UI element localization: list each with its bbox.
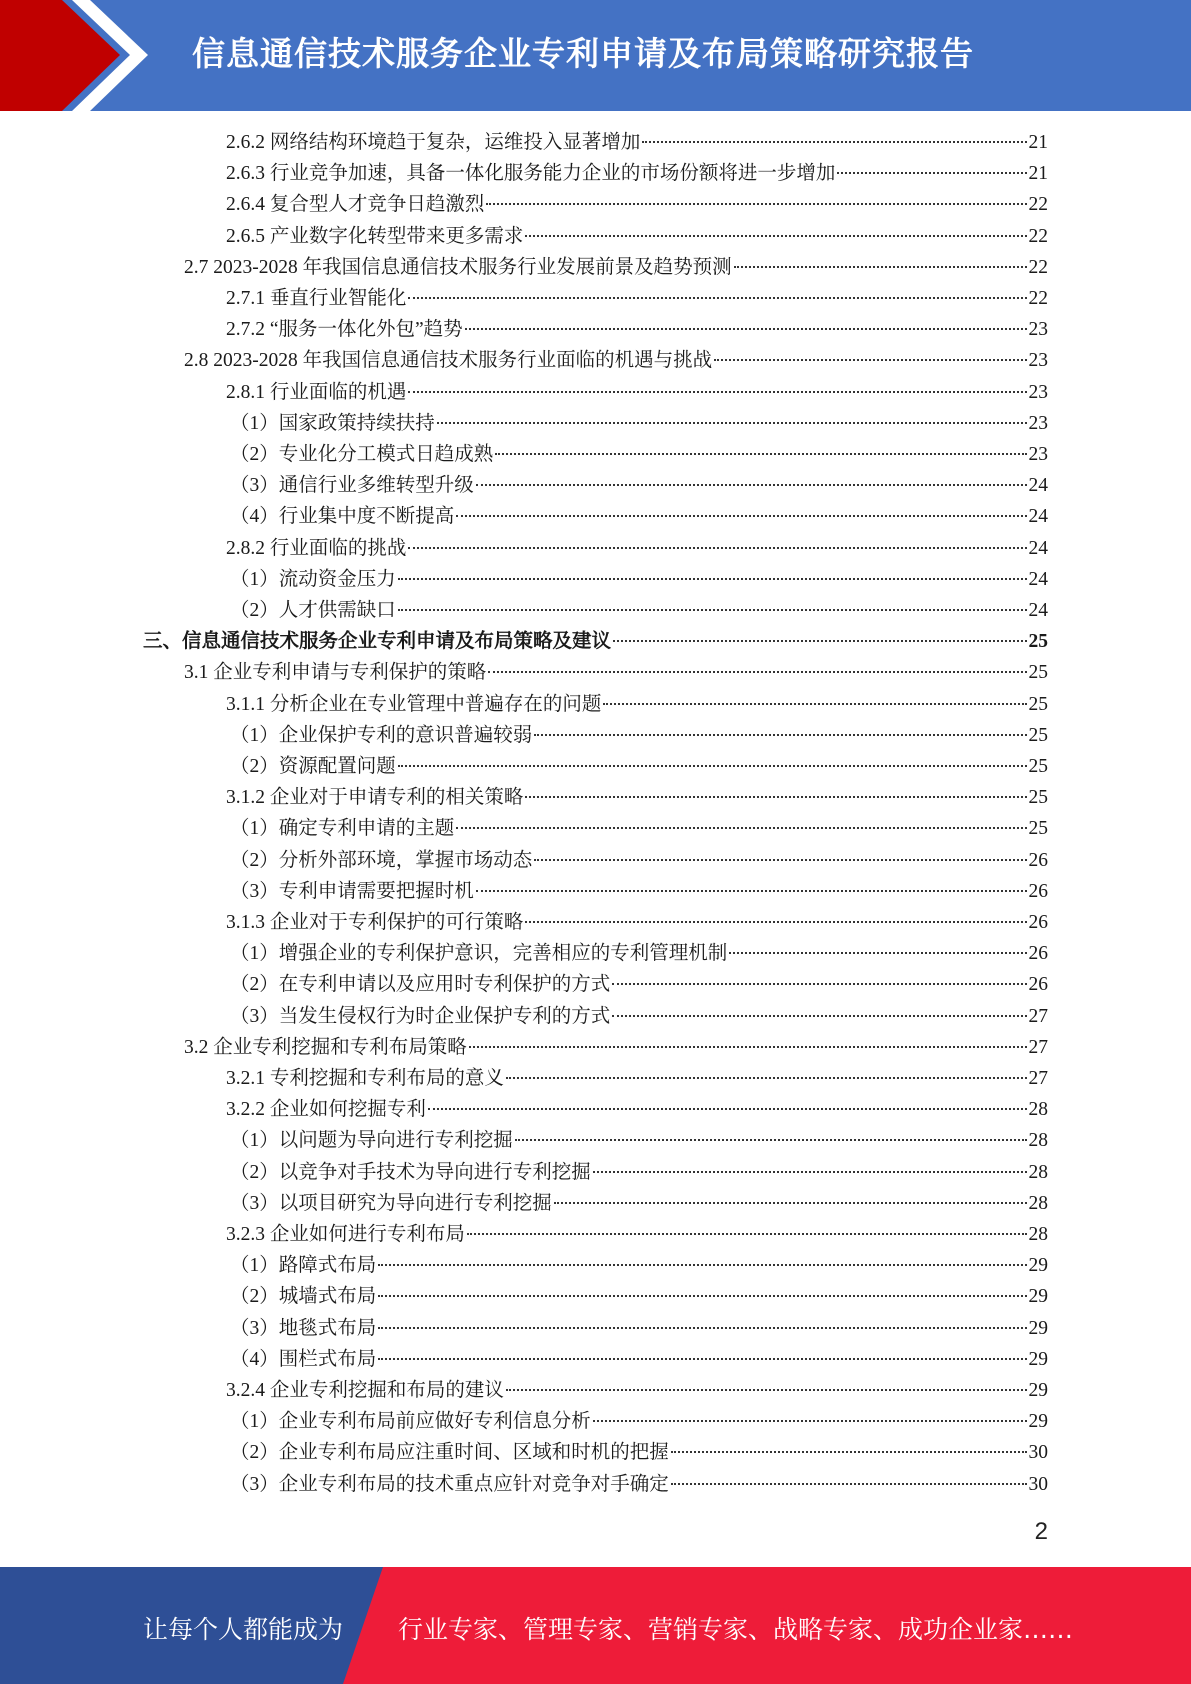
toc-dot-leader — [506, 1077, 1027, 1079]
toc-entry-label: （4）行业集中度不断提高 — [230, 506, 455, 528]
toc-dot-leader — [671, 1483, 1027, 1485]
toc-entry[interactable] — [230, 564, 1048, 595]
toc-entry-label: （3）地毯式布局 — [230, 1317, 377, 1339]
toc-dot-leader — [642, 141, 1026, 143]
toc-dot-leader — [837, 172, 1026, 174]
toc-dot-leader — [729, 952, 1026, 954]
toc-entry-label: （1）流动资金压力 — [230, 568, 396, 590]
toc-entry-label: （2）在专利申请以及应用时专利保护的方式 — [230, 974, 611, 996]
toc-entry-page: 28 — [1028, 1161, 1048, 1183]
toc-entry[interactable] — [230, 969, 1048, 1000]
toc-entry[interactable] — [230, 1344, 1048, 1375]
toc-entry-page: 25 — [1028, 787, 1048, 809]
report-title: 信息通信技术服务企业专利申请及布局策略研究报告 — [192, 34, 974, 73]
toc-entry-page: 21 — [1028, 163, 1048, 185]
toc-dot-leader — [398, 578, 1027, 580]
toc-entry[interactable] — [230, 1313, 1048, 1344]
toc-entry[interactable] — [230, 751, 1048, 782]
toc-dot-leader — [734, 266, 1027, 268]
toc-entry-label: 2.6.4 复合型人才竞争日趋激烈 — [226, 194, 485, 216]
toc-entry[interactable] — [226, 689, 1048, 720]
toc-entry-label: 3.1.3 企业对于专利保护的可行策略 — [226, 912, 524, 933]
toc-entry-label: （3）当发生侵权行为时企业保护专利的方式 — [230, 1005, 611, 1027]
toc-dot-leader — [613, 640, 1026, 642]
footer-slogan-right: 行业专家、管理专家、营销专家、战略专家、成功企业家…… — [398, 1615, 1074, 1644]
toc-dot-leader — [534, 734, 1026, 736]
toc-entry[interactable] — [230, 1437, 1048, 1468]
chevron-decoration — [0, 0, 160, 111]
toc-dot-leader — [476, 484, 1027, 486]
toc-entry[interactable] — [226, 782, 1048, 813]
toc-entry-label: 2.8.2 行业面临的挑战 — [226, 537, 407, 559]
toc-entry[interactable] — [230, 501, 1048, 532]
footer-slogan-left: 让每个人都能成为 — [143, 1615, 344, 1644]
toc-dot-leader — [495, 453, 1026, 455]
toc-entry-page: 29 — [1028, 1317, 1048, 1339]
toc-entry-label: （2）以竞争对手技术为导向进行专利挖掘 — [230, 1161, 591, 1183]
toc-dot-leader — [428, 1108, 1027, 1110]
toc-entry-label: （1）路障式布局 — [230, 1255, 377, 1277]
toc-entry-label: （1）国家政策持续扶持 — [230, 412, 435, 434]
toc-entry-label: （3）通信行业多维转型升级 — [230, 475, 474, 497]
toc-dot-leader — [612, 1015, 1026, 1017]
toc-entry-page: 24 — [1028, 537, 1048, 559]
toc-dot-leader — [671, 1451, 1027, 1453]
toc-entry-label: （1）以问题为导向进行专利挖掘 — [230, 1130, 513, 1152]
toc-entry-page: 25 — [1028, 662, 1048, 684]
toc-entry-page: 22 — [1028, 194, 1048, 216]
toc-entry-label: 2.7.2 “服务一体化外包”趋势 — [226, 319, 463, 341]
toc-entry-label: （2）分析外部环境，掌握市场动态 — [230, 849, 533, 871]
toc-dot-leader — [603, 703, 1026, 705]
toc-entry-page: 30 — [1028, 1473, 1048, 1495]
toc-entry[interactable] — [184, 345, 1048, 376]
toc-entry-page: 26 — [1028, 943, 1048, 965]
toc-entry[interactable] — [230, 1157, 1048, 1188]
toc-entry[interactable] — [230, 720, 1048, 751]
toc-entry-page: 23 — [1028, 444, 1048, 465]
toc-entry-page: 23 — [1028, 350, 1048, 372]
toc-entry-label: 3.2.3 企业如何进行专利布局 — [226, 1224, 465, 1245]
toc-entry-label: 3.2 企业专利挖掘和专利布局策略 — [184, 1036, 467, 1058]
toc-dot-leader — [488, 671, 1026, 673]
toc-entry[interactable] — [226, 377, 1048, 408]
toc-entry-page: 22 — [1028, 288, 1048, 309]
toc-entry-page: 24 — [1028, 600, 1048, 621]
toc-entry-page: 25 — [1028, 756, 1048, 777]
toc-entry[interactable] — [184, 252, 1048, 283]
toc-entry-page: 27 — [1028, 1068, 1048, 1089]
toc-entry[interactable] — [143, 626, 1048, 657]
toc-dot-leader — [408, 297, 1026, 299]
toc-entry-page: 23 — [1028, 319, 1048, 341]
toc-entry[interactable] — [226, 314, 1048, 345]
toc-entry[interactable] — [230, 1281, 1048, 1312]
toc-entry-page: 25 — [1028, 631, 1048, 653]
toc-dot-leader — [506, 1389, 1027, 1391]
toc-entry-label: （3）企业专利布局的技术重点应针对竞争对手确定 — [230, 1473, 669, 1495]
toc-entry[interactable] — [226, 189, 1048, 220]
toc-entry-label: （2）人才供需缺口 — [230, 600, 396, 621]
toc-entry-page: 24 — [1028, 475, 1048, 497]
toc-entry-page: 26 — [1028, 880, 1048, 902]
toc-entry-page: 26 — [1028, 849, 1048, 871]
toc-entry-page: 25 — [1028, 693, 1048, 715]
toc-entry-page: 29 — [1028, 1411, 1048, 1433]
toc-entry[interactable] — [230, 1406, 1048, 1437]
toc-entry[interactable] — [226, 1375, 1048, 1406]
toc-entry[interactable] — [226, 1063, 1048, 1094]
toc-entry-label: （3）以项目研究为导向进行专利挖掘 — [230, 1192, 552, 1214]
toc-entry-page: 28 — [1028, 1130, 1048, 1152]
toc-entry-label: 3.1 企业专利申请与专利保护的策略 — [184, 662, 487, 684]
toc-entry-label: （1）企业专利布局前应做好专利信息分析 — [230, 1411, 591, 1433]
toc-dot-leader — [378, 1327, 1026, 1329]
toc-entry-page: 23 — [1028, 412, 1048, 434]
toc-entry-label: 2.7 2023-2028 年我国信息通信技术服务行业发展前景及趋势预测 — [184, 256, 732, 278]
toc-entry-page: 29 — [1028, 1348, 1048, 1370]
toc-entry-label: 2.6.3 行业竞争加速，具备一体化服务能力企业的市场份额将进一步增加 — [226, 163, 836, 185]
toc-entry-page: 27 — [1028, 1036, 1048, 1058]
toc-entry[interactable] — [230, 1188, 1048, 1219]
toc-entry-page: 27 — [1028, 1005, 1048, 1027]
toc-entry-label: 2.8 2023-2028 年我国信息通信技术服务行业面临的机遇与挑战 — [184, 350, 713, 372]
toc-entry[interactable] — [226, 127, 1048, 158]
toc-entry-label: （2）城墙式布局 — [230, 1286, 377, 1308]
toc-entry-label: （3）专利申请需要把握时机 — [230, 880, 474, 902]
toc-dot-leader — [525, 921, 1026, 923]
toc-entry[interactable] — [226, 283, 1048, 314]
toc-entry-label: （1）确定专利申请的主题 — [230, 818, 455, 840]
toc-entry-page: 25 — [1028, 724, 1048, 746]
toc-entry[interactable] — [226, 221, 1048, 252]
toc-dot-leader — [525, 796, 1026, 798]
toc-entry-page: 25 — [1028, 818, 1048, 840]
toc-entry-page: 21 — [1028, 132, 1048, 153]
toc-dot-leader — [476, 890, 1027, 892]
toc-entry[interactable] — [230, 595, 1048, 626]
toc-entry[interactable] — [226, 1094, 1048, 1125]
toc-entry-label: 2.7.1 垂直行业智能化 — [226, 288, 407, 309]
toc-entry-page: 26 — [1028, 974, 1048, 996]
toc-entry-label: （2）企业专利布局应注重时间、区域和时机的把握 — [230, 1442, 669, 1464]
toc-entry[interactable] — [230, 1001, 1048, 1032]
toc-dot-leader — [437, 422, 1027, 424]
toc-entry[interactable] — [226, 533, 1048, 564]
toc-entry-page: 22 — [1028, 225, 1048, 247]
toc-entry-label: 2.8.1 行业面临的机遇 — [226, 381, 407, 403]
toc-entry[interactable] — [230, 813, 1048, 844]
toc-entry[interactable] — [184, 1032, 1048, 1063]
toc-entry-label: （4）围栏式布局 — [230, 1348, 377, 1370]
page-number: 2 — [1034, 1518, 1048, 1545]
toc-entry[interactable] — [230, 845, 1048, 876]
toc-dot-leader — [398, 765, 1027, 767]
toc-entry-label: （1）企业保护专利的意识普遍较弱 — [230, 724, 533, 746]
toc-dot-leader — [378, 1264, 1026, 1266]
toc-dot-leader — [469, 1046, 1027, 1048]
toc-entry-label: 三、信息通信技术服务企业专利申请及布局策略及建议 — [143, 631, 612, 653]
toc-entry[interactable] — [184, 657, 1048, 688]
toc-dot-leader — [515, 1139, 1027, 1141]
toc-entry-page: 24 — [1028, 568, 1048, 590]
toc-dot-leader — [612, 983, 1026, 985]
toc-entry[interactable] — [230, 408, 1048, 439]
toc-entry-page: 28 — [1028, 1224, 1048, 1245]
toc-entry-label: 3.1.2 企业对于申请专利的相关策略 — [226, 787, 524, 809]
toc-dot-leader — [467, 1233, 1027, 1235]
toc-entry-page: 28 — [1028, 1192, 1048, 1214]
toc-dot-leader — [465, 328, 1027, 330]
toc-entry-page: 29 — [1028, 1286, 1048, 1308]
toc-entry[interactable] — [230, 1469, 1048, 1500]
toc-entry-label: 2.6.5 产业数字化转型带来更多需求 — [226, 225, 524, 247]
toc-dot-leader — [456, 827, 1026, 829]
toc-entry-page: 30 — [1028, 1442, 1048, 1464]
toc-entry-label: （2）专业化分工模式日趋成熟 — [230, 444, 494, 465]
toc-dot-leader — [408, 547, 1026, 549]
toc-entry-page: 28 — [1028, 1099, 1048, 1121]
footer-banner — [0, 1567, 1191, 1684]
toc-entry-label: （1）增强企业的专利保护意识，完善相应的专利管理机制 — [230, 943, 728, 965]
toc-entry[interactable] — [230, 938, 1048, 969]
toc-dot-leader — [486, 203, 1026, 205]
toc-entry-label: 3.2.2 企业如何挖掘专利 — [226, 1099, 426, 1121]
toc-entry-page: 22 — [1028, 256, 1048, 278]
toc-entry[interactable] — [226, 1219, 1048, 1250]
toc-entry-label: 3.2.1 专利挖掘和专利布局的意义 — [226, 1068, 504, 1089]
toc-dot-leader — [534, 859, 1026, 861]
toc-entry[interactable] — [226, 158, 1048, 189]
toc-entry-page: 23 — [1028, 381, 1048, 403]
toc-dot-leader — [398, 609, 1027, 611]
toc-entry-page: 24 — [1028, 506, 1048, 528]
toc-entry[interactable] — [230, 876, 1048, 907]
toc-dot-leader — [593, 1420, 1027, 1422]
toc-entry-page: 29 — [1028, 1255, 1048, 1277]
toc-dot-leader — [554, 1202, 1027, 1204]
toc-dot-leader — [378, 1358, 1026, 1360]
toc-dot-leader — [408, 391, 1026, 393]
toc-entry[interactable] — [230, 439, 1048, 470]
toc-dot-leader — [714, 359, 1026, 361]
toc-dot-leader — [593, 1171, 1027, 1173]
toc-entry-label: 3.2.4 企业专利挖掘和布局的建议 — [226, 1380, 504, 1401]
toc-dot-leader — [378, 1295, 1026, 1297]
toc-entry-label: 3.1.1 分析企业在专业管理中普遍存在的问题 — [226, 693, 602, 715]
toc-entry[interactable] — [230, 1250, 1048, 1281]
toc-entry-label: （2）资源配置问题 — [230, 756, 396, 777]
toc-entry[interactable] — [230, 1125, 1048, 1156]
toc-entry[interactable] — [226, 907, 1048, 938]
toc-entry[interactable] — [230, 470, 1048, 501]
toc-dot-leader — [456, 515, 1026, 517]
header-banner — [0, 0, 1191, 111]
toc-entry-page: 26 — [1028, 912, 1048, 933]
toc-entry-page: 29 — [1028, 1380, 1048, 1401]
toc-dot-leader — [525, 235, 1026, 237]
toc-entry-label: 2.6.2 网络结构环境趋于复杂，运维投入显著增加 — [226, 132, 641, 153]
